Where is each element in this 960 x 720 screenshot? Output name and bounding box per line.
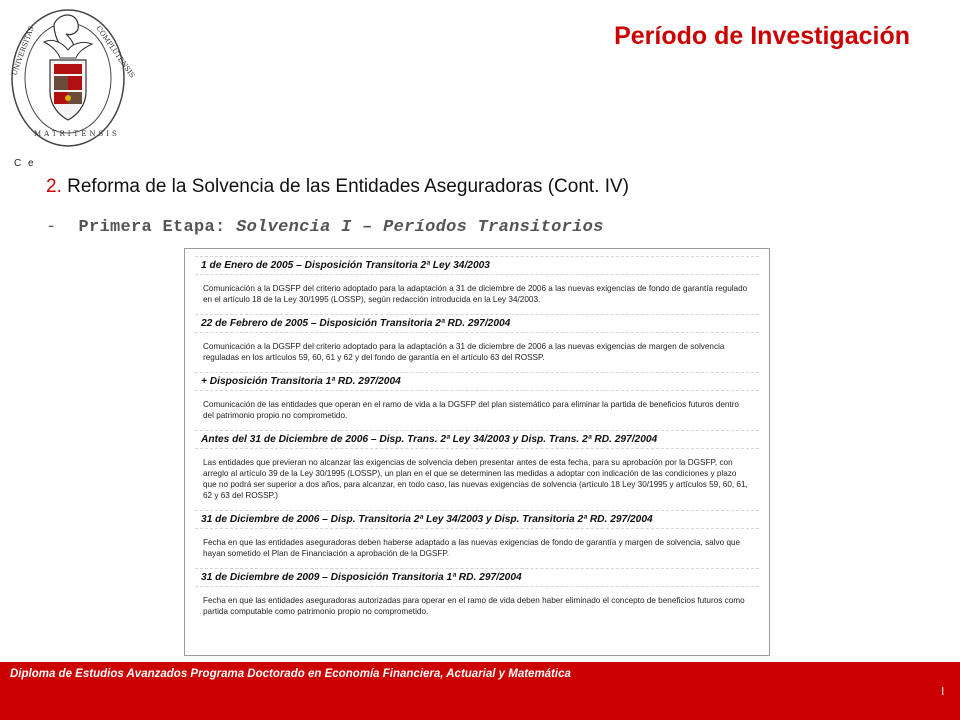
timeline-item-body: Fecha en que las entidades aseguradoras deben haberse adaptado a las nuevas exigencias de fondo de garantía y margen de solvencia, salvo que hayan sometido el Plan de Financiación a aprobación de la DGSFP. bbox=[203, 538, 741, 558]
timeline-item bbox=[195, 314, 759, 369]
timeline-item-heading: 1 de Enero de 2005 – Disposición Transitoria 2ª Ley 34/2003 bbox=[195, 256, 759, 275]
timeline-item-heading: 22 de Febrero de 2005 – Disposición Transitoria 2ª RD. 297/2004 bbox=[195, 314, 759, 333]
page-title: Período de Investigación bbox=[614, 22, 910, 50]
sub-heading-italic: Solvencia I – Períodos Transitorios bbox=[236, 218, 604, 237]
svg-text:UNIVERSITAS: UNIVERSITAS bbox=[10, 25, 36, 77]
timeline-item bbox=[195, 430, 759, 507]
timeline-item-heading: Antes del 31 de Diciembre de 2006 – Disp. Trans. 2ª Ley 34/2003 y Disp. Trans. 2ª RD. 297/2004 bbox=[195, 430, 759, 449]
timeline-item-heading: 31 de Diciembre de 2009 – Disposición Transitoria 1ª RD. 297/2004 bbox=[195, 568, 759, 587]
timeline-box bbox=[184, 248, 770, 656]
timeline-item bbox=[195, 510, 759, 565]
logo-fragment: C e bbox=[14, 158, 36, 169]
footer-text: Diploma de Estudios Avanzados Programa Doctorado en Economía Financiera, Actuarial y Matemática bbox=[10, 668, 571, 680]
timeline-item bbox=[195, 568, 759, 623]
section-heading bbox=[46, 176, 629, 198]
timeline-item-heading: + Disposición Transitoria 1ª RD. 297/2004 bbox=[195, 372, 759, 391]
svg-text:MATRITENSIS: MATRITENSIS bbox=[34, 130, 120, 138]
bullet-dash: - bbox=[46, 218, 57, 237]
page-number: l bbox=[941, 686, 944, 698]
section-number: 2. bbox=[46, 176, 62, 197]
timeline-item-body: Las entidades que previeran no alcanzar las exigencias de solvencia deben presentar antes de esta fecha, para su aprobación por la DGSFP, con arreglo al artículo 39 de la Ley 30/1995 (LOSSP), un plan en el que se determinen las medidas a adoptar con indicación de las condiciones y plazo que no podrá ser superior a dos años, para alcanzar, en todo caso, las nuevas exigencias de solvencia (artículo 18 Ley 30/1995 y artículos 59, 60, 61, 62 y 63 del ROSSP.) bbox=[203, 458, 748, 500]
sub-heading bbox=[46, 218, 604, 237]
footer-bar bbox=[0, 662, 960, 720]
section-heading-text: Reforma de la Solvencia de las Entidades Aseguradoras (Cont. IV) bbox=[67, 176, 630, 197]
timeline-item-body: Comunicación a la DGSFP del criterio adoptado para la adaptación a 31 de diciembre de 2006 a las nuevas exigencias de margen de solvencia reguladas en los artículos 59, 60, 61 y 62 y del fondo de garantía en el artículo 63 del ROSSP. bbox=[203, 342, 725, 362]
svg-text:COMPLUTENSIS: COMPLUTENSIS bbox=[94, 24, 137, 80]
timeline-item-body: Fecha en que las entidades aseguradoras autorizadas para operar en el ramo de vida deben haber eliminado el concepto de beneficios futuros como partida computable como patrimonio propio no comprometido. bbox=[203, 596, 745, 616]
timeline-item-heading: 31 de Diciembre de 2006 – Disp. Transitoria 2ª Ley 34/2003 y Disp. Transitoria 2ª RD. 297/2004 bbox=[195, 510, 759, 529]
sub-heading-label: Primera Etapa: bbox=[78, 218, 226, 237]
timeline-list bbox=[195, 253, 759, 651]
timeline-item-body: Comunicación a la DGSFP del criterio adoptado para la adaptación a 31 de diciembre de 2006 a las nuevas exigencias de fondo de garantía regulado en el artículo 18 de la Ley 30/1995 (LOSSP), según redacción introducida en la Ley 34/2003. bbox=[203, 284, 748, 304]
timeline-item bbox=[195, 372, 759, 427]
timeline-item bbox=[195, 256, 759, 311]
university-logo bbox=[6, 6, 137, 152]
timeline-item-body: Comunicación de las entidades que operan en el ramo de vida a la DGSFP del plan sistemático para eliminar la partida de beneficios futuros dentro del patrimonio propio no comprometido. bbox=[203, 400, 739, 420]
